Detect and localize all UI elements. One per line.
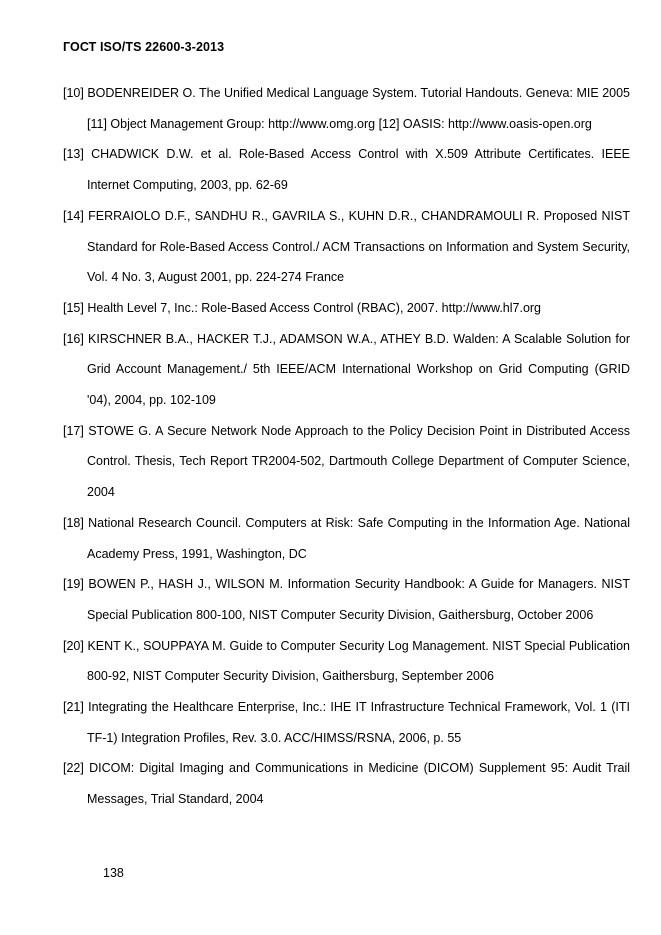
reference-item: [18] National Research Council. Computers at Risk: Safe Computing in the Information Age. National Academy Press, 1991, Washington, DC xyxy=(63,515,630,561)
reference-item: [21] Integrating the Healthcare Enterprise, Inc.: IHE IT Infrastructure Technical Framework, Vol. 1 (ITI TF-1) Integration Profiles, Rev. 3.0. ACC/HIMSS/RSNA, 2006, p. 55 xyxy=(63,700,630,745)
reference-item: [19] BOWEN P., HASH J., WILSON M. Information Security Handbook: A Guide for Managers. NIST Special Publication 800-100, NIST Computer Security Division, Gaithersburg, October 2006 xyxy=(63,577,630,622)
reference-item: [13] CHADWICK D.W. et al. Role-Based Access Control with X.509 Attribute Certificates. IEEE Internet Computing, 2003, pp. 62-69 xyxy=(63,147,630,193)
reference-item: [14] FERRAIOLO D.F., SANDHU R., GAVRILA S., KUHN D.R., CHANDRAMOULI R. Proposed NIST Standard for Role-Based Access Control./ ACM Transactions on Information and System Security, Vol. 4 No. 3, August 2001, pp. 224-274 France xyxy=(63,208,630,285)
reference-item: [20] KENT K., SOUPPAYA M. Guide to Computer Security Log Management. NIST Special Publication 800-92, NIST Computer Security Division, Gaithersburg, September 2006 xyxy=(63,638,630,684)
reference-item: [16] KIRSCHNER B.A., HACKER T.J., ADAMSON W.A., ATHEY B.D. Walden: A Scalable Solution for Grid Account Management./ 5th IEEE/ACM International Workshop on Grid Computing (GRID '04), 2004, pp. 102-109 xyxy=(63,331,630,408)
reference-list xyxy=(63,78,630,815)
reference-item: [15] Health Level 7, Inc.: Role-Based Access Control (RBAC), 2007. http://www.hl7.org xyxy=(63,300,542,315)
reference-item: [10] BODENREIDER O. The Unified Medical Language System. Tutorial Handouts. Geneva: MIE 2005 [11] Object Management Group: http://www.omg.org [12] OASIS: http://www.oasis-open.org xyxy=(63,86,630,131)
page-number: 138 xyxy=(103,866,124,880)
reference-item: [17] STOWE G. A Secure Network Node Approach to the Policy Decision Point in Distributed Access Control. Thesis, Tech Report TR2004-502, Dartmouth College Department of Computer Science, 2004 xyxy=(63,423,630,500)
reference-item: [22] DICOM: Digital Imaging and Communications in Medicine (DICOM) Supplement 95: Audit Trail Messages, Trial Standard, 2004 xyxy=(63,761,630,807)
document-header: ГОСТ ISO/TS 22600-3-2013 xyxy=(63,40,225,54)
